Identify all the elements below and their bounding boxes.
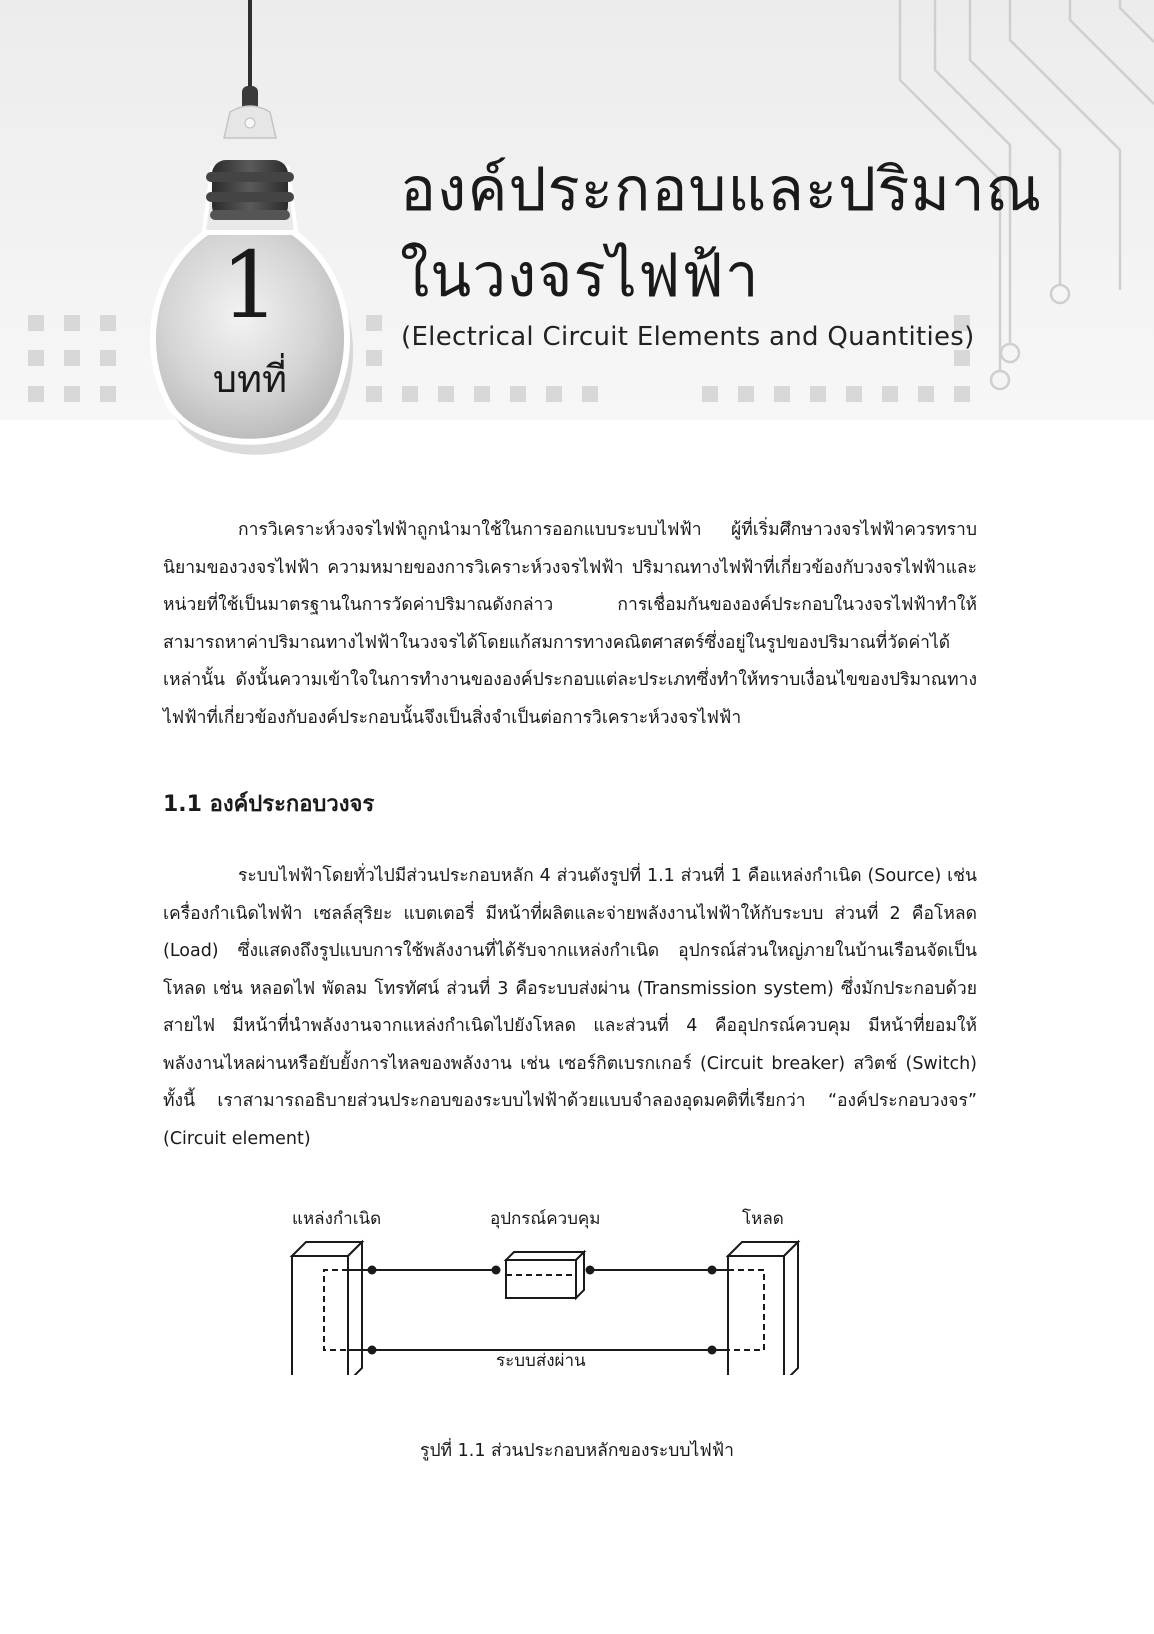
chapter-label: บทที่	[212, 357, 288, 401]
label-load: โหลด	[742, 1209, 784, 1229]
load-block	[728, 1242, 798, 1375]
chapter-title-line1: องค์ประกอบและปริมาณ	[400, 155, 1043, 225]
figure-caption: รูปที่ 1.1 ส่วนประกอบหลักของระบบไฟฟ้า	[420, 1441, 734, 1461]
control-device-block	[506, 1252, 584, 1298]
intro-paragraph: การวิเคราะห์วงจรไฟฟ้าถูกนำมาใช้ในการออกแบบระบบไฟฟ้า ผู้ที่เริ่มศึกษาวงจรไฟฟ้าควรทราบนิยามของวงจรไฟฟ้า ความหมายของการวิเคราะห์วงจรไฟฟ้า ปริมาณทางไฟฟ้าที่เกี่ยวข้องกับวงจรไฟฟ้าและหน่วยที่ใช้เป็นมาตรฐานในการวัดค่าปริมาณดังกล่าว การเชื่อมกันขององค์ประกอบในวงจรไฟฟ้าทำให้สามารถหาค่าปริมาณทางไฟฟ้าในวงจรได้โดยแก้สมการทางคณิตศาสตร์ซึ่งอยู่ในรูปของปริมาณที่วัดค่าได้เหล่านั้น ดังนั้นความเข้าใจในการทำงานขององค์ประกอบแต่ละประเภทซึ่งทำให้ทราบเงื่อนไขของปริมาณทางไฟฟ้าที่เกี่ยวข้องกับองค์ประกอบนั้นจึงเป็นสิ่งจำเป็นต่อการวิเคราะห์วงจรไฟฟ้า	[163, 520, 977, 728]
label-transmission-system: ระบบส่งผ่าน	[496, 1351, 586, 1371]
section-paragraph: ระบบไฟฟ้าโดยทั่วไปมีส่วนประกอบหลัก 4 ส่วนดังรูปที่ 1.1 ส่วนที่ 1 คือแหล่งกำเนิด (Source) เช่น เครื่องกำเนิดไฟฟ้า เซลล์สุริยะ แบตเตอรี่ มีหน้าที่ผลิตและจ่ายพลังงานไฟฟ้าให้กับระบบ ส่วนที่ 2 คือโหลด (Load) ซึ่งแสดงถึงรูปแบบการใช้พลังงานที่ได้รับจากแหล่งกำเนิด อุปกรณ์ส่วนใหญ่ภายในบ้านเรือนจัดเป็นโหลด เช่น หลอดไฟ พัดลม โทรทัศน์ ส่วนที่ 3 คือระบบส่งผ่าน (Transmission system) ซึ่งมักประกอบด้วยสายไฟ มีหน้าที่นำพลังงานจากแหล่งกำเนิดไปยังโหลด และส่วนที่ 4 คืออุปกรณ์ควบคุม มีหน้าที่ยอมให้พลังงานไหลผ่านหรือยับยั้งการไหลของพลังงาน เช่น เซอร์กิตเบรกเกอร์ (Circuit breaker) สวิตช์ (Switch) ทั้งนี้ เราสามารถอธิบายส่วนประกอบของระบบไฟฟ้าด้วยแบบจำลองอุดมคติที่เรียกว่า “องค์ประกอบวงจร” (Circuit element)	[163, 866, 977, 1149]
source-block	[292, 1242, 362, 1375]
decor-squares-left	[28, 315, 116, 402]
chapter-subtitle: (Electrical Circuit Elements and Quantities)	[401, 322, 975, 352]
label-control-device: อุปกรณ์ควบคุม	[490, 1209, 601, 1229]
chapter-number: 1	[220, 232, 280, 339]
chapter-title-line2: ในวงจรไฟฟ้า	[400, 241, 760, 311]
label-source: แหล่งกำเนิด	[292, 1209, 382, 1229]
power-system-diagram	[280, 1200, 840, 1375]
section-heading: 1.1 องค์ประกอบวงจร	[163, 792, 375, 817]
